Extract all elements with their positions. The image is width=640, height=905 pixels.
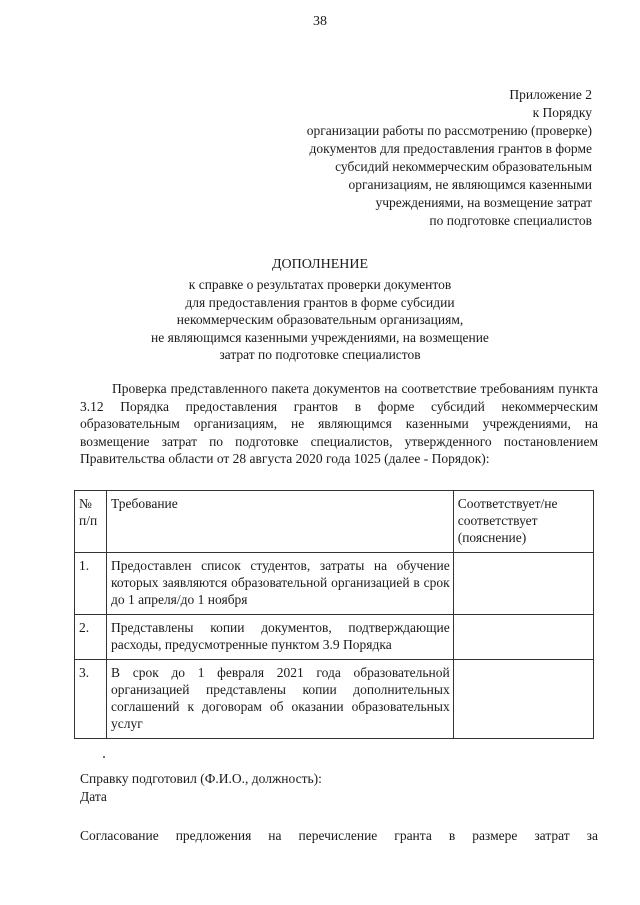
subtitle-line: к справке о результатах проверки документов [188, 277, 452, 292]
agreement-text: Согласование предложения на перечисление гранта в размере затрат за [80, 828, 598, 843]
row-status [453, 553, 593, 615]
row-status [453, 615, 593, 660]
intro-paragraph: Проверка представленного пакета документов на соответствие требованиям пункта 3.12 Порядка предоставления грантов в форме субсидий некоммерческим образовательным организациям, не являющимся казенными учреждениями, на возмещение затрат по подготовке специалистов, утвержденного постановлением Правительства области от 28 августа 2020 года 1025 (далее - Порядок): [80, 381, 598, 466]
row-requirement: В срок до 1 февраля 2021 года образовательной организацией представлены копии дополнительных соглашений к договорам об оказании образовательных услуг [107, 660, 454, 739]
appendix-line: к Порядку [532, 105, 592, 120]
requirements-table [74, 490, 594, 739]
appendix-line: документов для предоставления грантов в форме [309, 141, 592, 156]
prepared-by-block [80, 770, 322, 805]
document-title: ДОПОЛНЕНИЕ [271, 257, 369, 272]
row-num: 3. [75, 660, 107, 739]
appendix-line: субсидий некоммерческим образовательным [335, 159, 592, 174]
header-requirement: Требование [107, 491, 454, 553]
document-subtitle [80, 276, 560, 364]
appendix-line: по подготовке специалистов [429, 213, 592, 228]
appendix-line: организации работы по рассмотрению (проверке) [306, 123, 592, 138]
date-label: Дата [80, 788, 107, 804]
appendix-line: Приложение 2 [509, 87, 592, 102]
row-requirement: Представлены копии документов, подтверждающие расходы, предусмотренные пунктом 3.9 Порядка [107, 615, 454, 660]
table-row [75, 660, 594, 739]
table-row [75, 553, 594, 615]
subtitle-line: не являющимся казенными учреждениями, на возмещение [151, 329, 489, 345]
subtitle-line: некоммерческим образовательным организациям, [176, 312, 464, 327]
row-status [453, 660, 593, 739]
prepared-by-label: Справку подготовил (Ф.И.О., должность): [80, 771, 322, 786]
subtitle-line: затрат по подготовке специалистов [219, 347, 421, 362]
row-requirement: Предоставлен список студентов, затраты на обучение которых заявляются образовательной организацией в срок до 1 апреля/до 1 ноября [107, 553, 454, 615]
header-status: Соответствует/не соответствует (пояснение) [453, 491, 593, 553]
appendix-header [232, 86, 592, 230]
appendix-line: учреждениями, на возмещение затрат [375, 195, 592, 210]
page-number: 38 [313, 14, 327, 29]
subtitle-line: для предоставления грантов в форме субсидии [185, 294, 455, 310]
appendix-line: организациям, не являющимся казенными [348, 177, 592, 192]
table-header-row [75, 491, 594, 553]
row-num: 1. [75, 553, 107, 615]
header-num: № п/п [75, 491, 107, 553]
table-row [75, 615, 594, 660]
row-num: 2. [75, 615, 107, 660]
ink-dot [103, 756, 105, 758]
